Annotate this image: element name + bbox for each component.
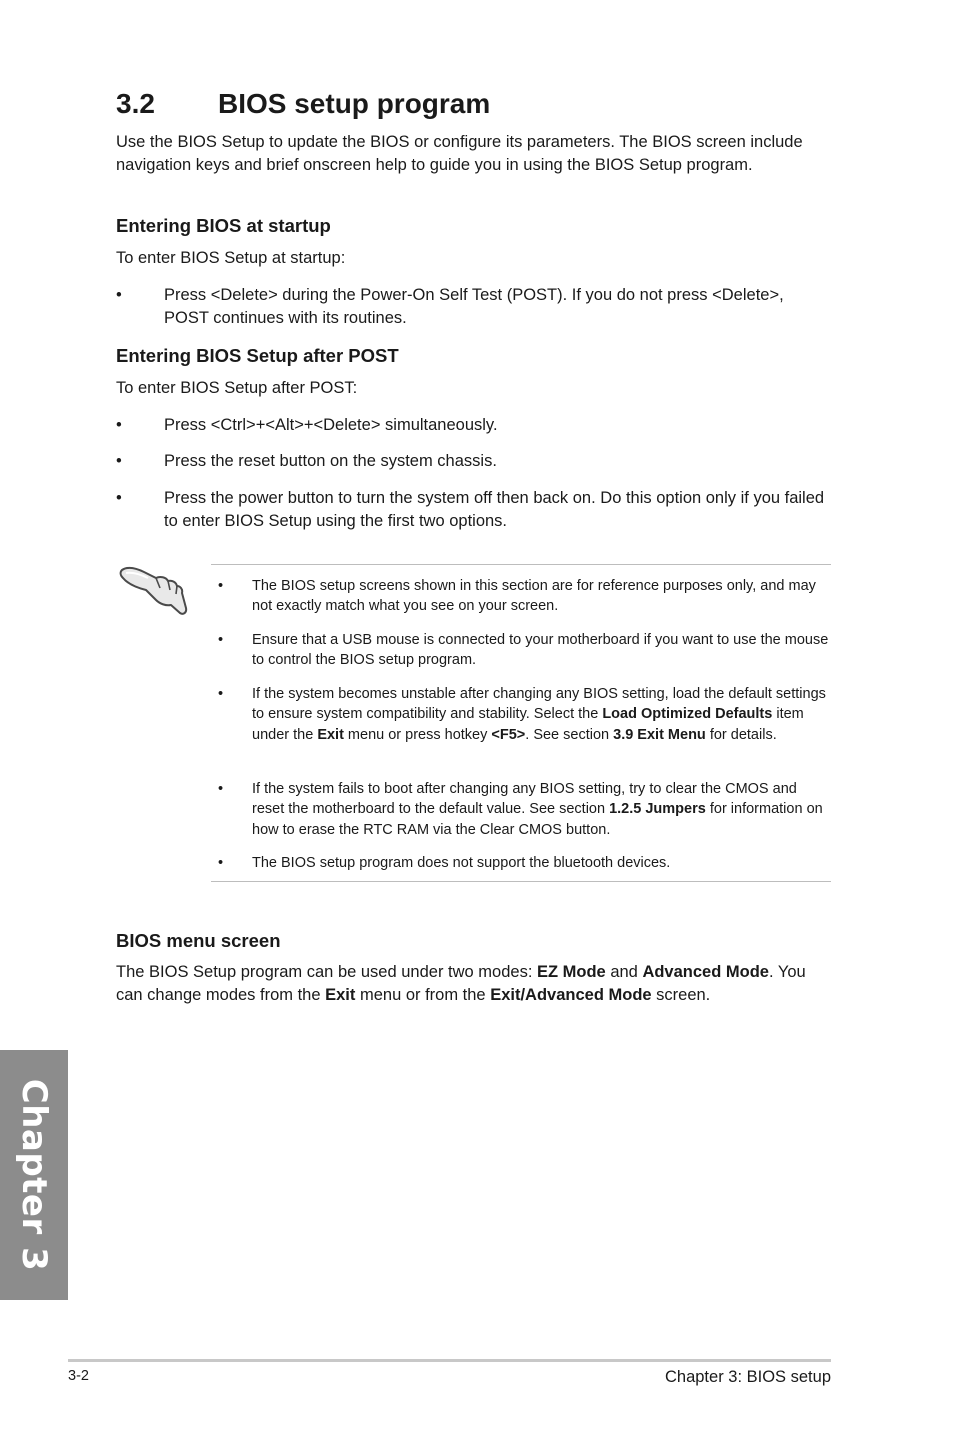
- chapter-side-tab-label: Chapter 3: [14, 1078, 54, 1272]
- note-item: [218, 684, 830, 745]
- bullet-dot: •: [116, 416, 122, 434]
- note-text: If the system becomes unstable after changing any BIOS setting, load the default settings to ensure system compatibility and stability. Select the Load Optimized Defaults item under the Exit menu or press hotkey <F5>. See section 3.9 Exit Menu for details.: [252, 686, 826, 743]
- bullet-dot: •: [218, 686, 224, 702]
- note-top-rule: [211, 564, 831, 565]
- note-item: [218, 630, 830, 671]
- bullet-text: Press <Ctrl>+<Alt>+<Delete> simultaneously.: [164, 416, 498, 434]
- menu-screen-heading: BIOS menu screen: [116, 930, 281, 951]
- note-item: [218, 853, 830, 873]
- bullet-dot: •: [116, 286, 122, 304]
- section-title: BIOS setup program: [218, 88, 491, 119]
- bullet-text: Press <Delete> during the Power-On Self Test (POST). If you do not press <Delete>, POST continues with its routines.: [164, 286, 784, 327]
- note-text: Ensure that a USB mouse is connected to your motherboard if you want to use the mouse to control the BIOS setup program.: [252, 632, 829, 669]
- note-text: The BIOS setup program does not support the bluetooth devices.: [252, 855, 671, 871]
- after-post-bullet: [116, 487, 831, 533]
- startup-bullet: [116, 284, 831, 330]
- after-post-lead: To enter BIOS Setup after POST:: [116, 379, 358, 397]
- footer-rule: [68, 1359, 831, 1362]
- note-text: If the system fails to boot after changing any BIOS setting, try to clear the CMOS and reset the motherboard to the default value. See section 1.2.5 Jumpers for information on how to erase the RTC RAM via the Clear CMOS button.: [252, 781, 823, 838]
- note-text: The BIOS setup screens shown in this section are for reference purposes only, and may not exactly match what you see on your screen.: [252, 578, 816, 615]
- footer-chapter-title: Chapter 3: BIOS setup: [664, 1368, 831, 1386]
- bullet-dot: •: [218, 855, 224, 871]
- bullet-dot: •: [218, 632, 224, 648]
- chapter-side-tab: [0, 1050, 68, 1300]
- note-bottom-rule: [211, 881, 831, 882]
- intro-paragraph: Use the BIOS Setup to update the BIOS or configure its parameters. The BIOS screen include navigation keys and brief onscreen help to guide you in using the BIOS Setup program.: [116, 133, 803, 174]
- bullet-text: Press the power button to turn the system off then back on. Do this option only if you failed to enter BIOS Setup using the first two options.: [164, 489, 825, 530]
- bullet-text: Press the reset button on the system chassis.: [164, 452, 497, 470]
- footer-page-number: 3-2: [68, 1368, 89, 1384]
- note-item: [218, 779, 830, 840]
- pointing-hand-icon: [116, 560, 190, 620]
- bullet-dot: •: [218, 781, 224, 797]
- startup-heading: Entering BIOS at startup: [116, 215, 331, 236]
- menu-screen-paragraph: The BIOS Setup program can be used under two modes: EZ Mode and Advanced Mode. You can change modes from the Exit menu or from the Exit/Advanced Mode screen.: [116, 963, 806, 1004]
- startup-lead: To enter BIOS Setup at startup:: [116, 249, 346, 267]
- after-post-heading: Entering BIOS Setup after POST: [116, 345, 399, 366]
- section-heading: [116, 88, 490, 120]
- bullet-dot: •: [116, 489, 122, 507]
- after-post-bullet: [116, 450, 831, 473]
- bullet-dot: •: [218, 578, 224, 594]
- after-post-bullet: [116, 414, 831, 437]
- bullet-dot: •: [116, 452, 122, 470]
- note-item: [218, 576, 830, 617]
- section-number: 3.2: [116, 88, 155, 119]
